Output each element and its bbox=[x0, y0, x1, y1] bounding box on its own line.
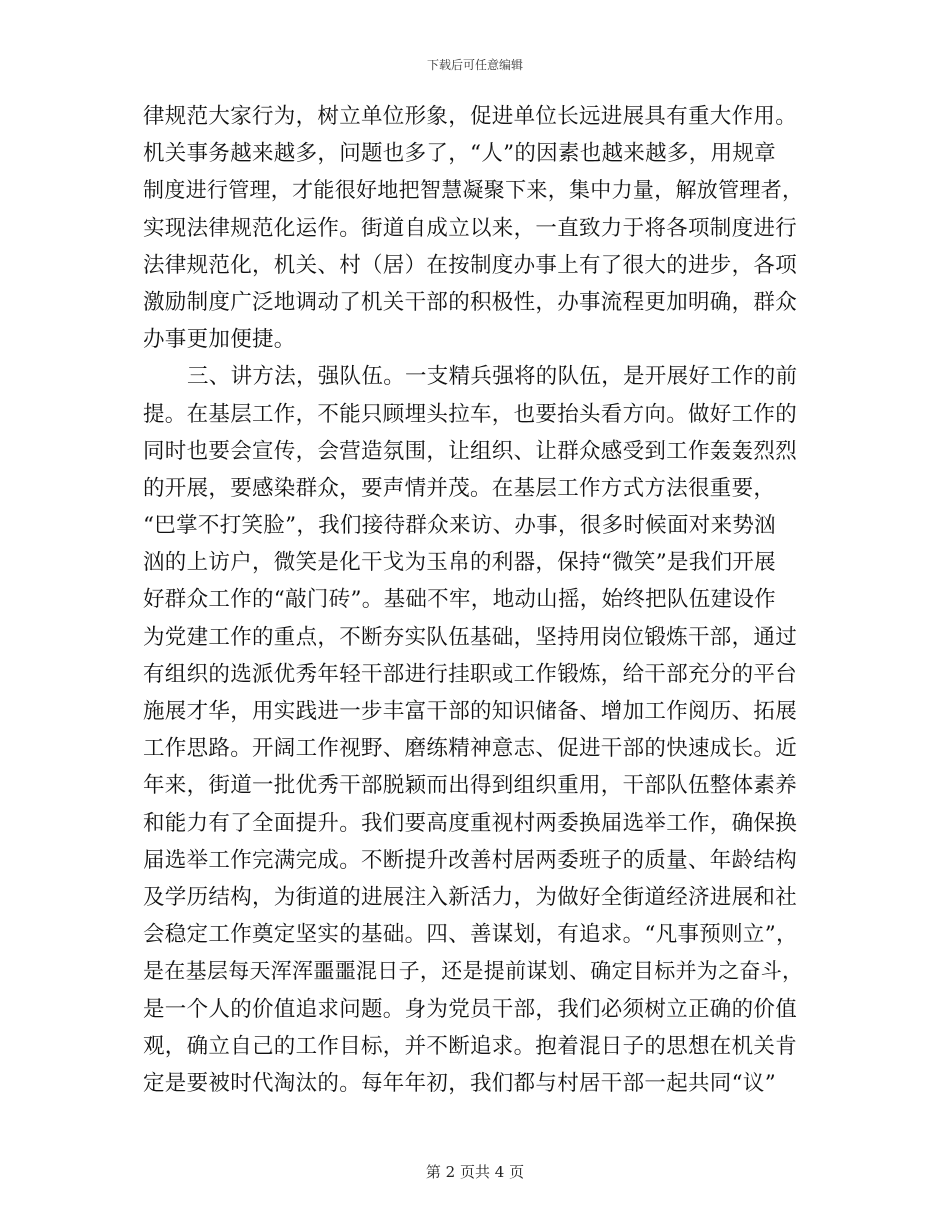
text-line: 律规范大家行为，树立单位形象，促进单位长远进展具有重大作用。 bbox=[143, 104, 798, 129]
text-line: 及学历结构，为街道的进展注入新活力，为做好全街道经济进展和社 bbox=[143, 884, 798, 910]
text-line: 实现法律规范化运作。街道自成立以来，一直致力于将各项制度进行 bbox=[143, 215, 798, 241]
text-line: 提。在基层工作，不能只顾埋头拉车，也要抬头看方向。做好工作的 bbox=[143, 401, 798, 427]
text-line: 观，确立自己的工作目标，并不断追求。抱着混日子的思想在机关肯 bbox=[143, 1033, 798, 1059]
text-line: 施展才华，用实践进一步丰富干部的知识储备、增加工作阅历、拓展 bbox=[143, 699, 798, 724]
text-line: 同时也要会宣传，会营造氛围，让组织、让群众感受到工作轰轰烈烈 bbox=[143, 438, 798, 464]
text-line: “巴掌不打笑脸”，我们接待群众来访、办事，很多时候面对来势汹 bbox=[143, 513, 776, 539]
text-line: 机关事务越来越多，问题也多了，“人”的因素也越来越多，用规章 bbox=[143, 141, 776, 167]
text-line: 激励制度广泛地调动了机关干部的积极性，办事流程更加明确，群众 bbox=[143, 289, 798, 315]
text-line: 为党建工作的重点，不断夯实队伍基础，坚持用岗位锻炼干部，通过 bbox=[143, 624, 798, 650]
text-line: 是在基层每天浑浑噩噩混日子，还是提前谋划、确定目标并为之奋斗， bbox=[143, 959, 804, 984]
page-header: 下载后可任意编辑 bbox=[426, 58, 523, 72]
text-line: 是一个人的价值追求问题。身为党员干部，我们必须树立正确的价值 bbox=[143, 996, 798, 1022]
text-line: 会稳定工作奠定坚实的基础。四、善谋划，有追求。“凡事预则立”， bbox=[143, 922, 798, 948]
text-line: 法律规范化，机关、村（居）在按制度办事上有了很大的进步，各项 bbox=[143, 252, 798, 278]
text-line: 有组织的选派优秀年轻干部进行挂职或工作锻炼，给干部充分的平台 bbox=[143, 661, 798, 687]
text-line: 汹的上访户，微笑是化干戈为玉帛的利器，保持“微笑”是我们开展 bbox=[143, 550, 776, 576]
text-line: 年来，街道一批优秀干部脱颖而出得到组织重用，干部队伍整体素养 bbox=[143, 773, 798, 799]
paragraph-start-line: 三、讲方法，强队伍。一支精兵强将的队伍，是开展好工作的前 bbox=[187, 364, 798, 390]
text-line: 工作思路。开阔工作视野、磨练精神意志、促进干部的快速成长。近 bbox=[143, 736, 798, 762]
text-line: 定是要被时代淘汰的。每年年初，我们都与村居干部一起共同“议” bbox=[143, 1070, 776, 1096]
document-body bbox=[143, 98, 809, 1102]
page-number: 第 2 页共 4 页 bbox=[425, 1163, 525, 1181]
text-line: 和能力有了全面提升。我们要高度重视村两委换届选举工作，确保换 bbox=[143, 810, 798, 836]
text-line: 制度进行管理，才能很好地把智慧凝聚下来，集中力量，解放管理者， bbox=[143, 178, 804, 203]
text-line: 办事更加便捷。 bbox=[143, 327, 296, 353]
text-line: 届选举工作完满完成。不断提升改善村居两委班子的质量、年龄结构 bbox=[143, 847, 798, 873]
text-line: 好群众工作的“敲门砖”。基础不牢，地动山摇，始终把队伍建设作 bbox=[143, 587, 776, 613]
text-line: 的开展，要感染群众，要声情并茂。在基层工作方式方法很重要， bbox=[143, 475, 776, 501]
